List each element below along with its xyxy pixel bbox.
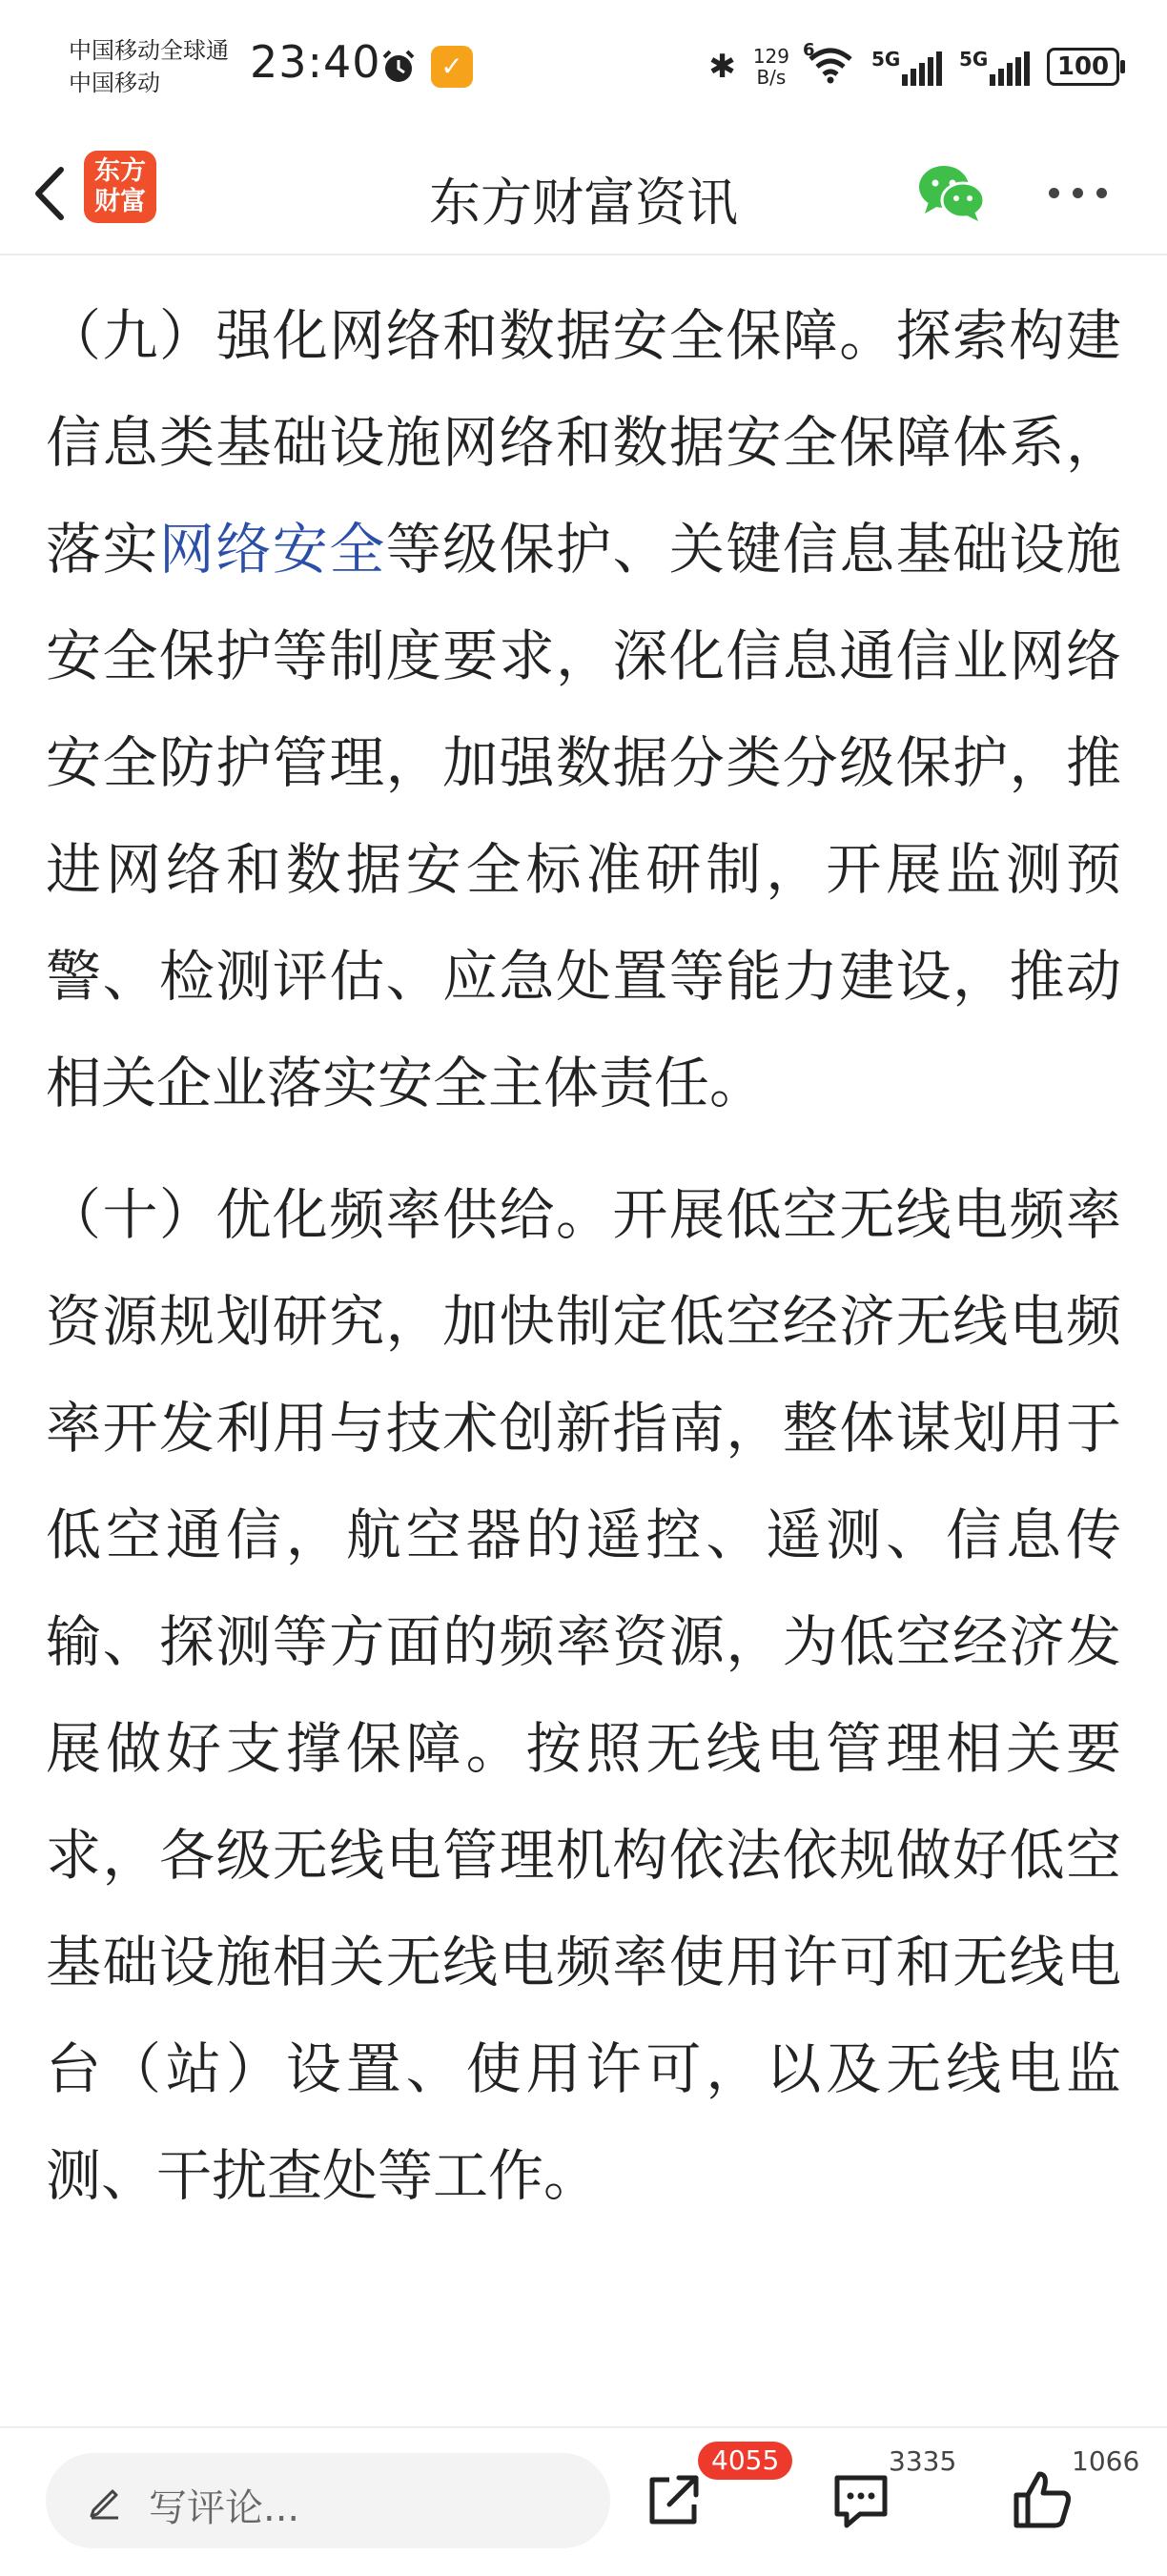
back-arrow-icon[interactable] bbox=[27, 160, 74, 227]
article-body bbox=[46, 257, 1121, 2426]
bottom-action-bar bbox=[0, 2426, 1167, 2576]
carrier-primary: 中国移动全球通 bbox=[69, 37, 229, 64]
top-nav-bar bbox=[0, 133, 1167, 256]
bluetooth-icon: ✱ bbox=[708, 48, 736, 86]
pencil-icon bbox=[86, 2482, 124, 2520]
paragraph-9-text-start: （九）强化网络和数据安全保障。探索构建信息类基础设施网络和数据安全保障体系，落实 bbox=[46, 303, 1121, 582]
logo-text-line2: 财富 bbox=[94, 187, 146, 216]
comment-input[interactable] bbox=[46, 2453, 610, 2548]
app-notification-icon: ✓ bbox=[431, 46, 473, 88]
signal-2-label: 5G bbox=[959, 48, 989, 71]
signal-strength-2 bbox=[959, 48, 1030, 86]
net-speed-unit: B/s bbox=[756, 66, 787, 89]
thumbs-up-icon[interactable] bbox=[1009, 2466, 1075, 2533]
share-icon[interactable] bbox=[641, 2466, 707, 2533]
paragraph-9-text-end: 等级保护、关键信息基础设施安全保护等制度要求，深化信息通信业网络安全防护管理，加强数据分类分级保护，推进网络和数据安全标准研制，开展监测预警、检测评估、应急处置等能力建设，推动相关企业落实安全主体责任。 bbox=[46, 517, 1121, 1115]
article-paragraph-9 bbox=[46, 282, 1121, 1136]
page-title: 东方财富资讯 bbox=[429, 173, 738, 233]
article-paragraph-10: （十）优化频率供给。开展低空无线电频率资源规划研究，加快制定低空经济无线电频率开发利用与技术创新指南，整体谋划用于低空通信，航空器的遥控、遥测、信息传输、探测等方面的频率资源，为低空经济发展做好支撑保障。按照无线电管理相关要求，各级无线电管理机构依法依规做好低空基础设施相关无线电频率使用许可和无线电台（站）设置、使用许可，以及无线电监测、干扰查处等工作。 bbox=[46, 1182, 1121, 2208]
carrier-secondary: 中国移动 bbox=[69, 70, 160, 96]
app-logo[interactable] bbox=[84, 151, 156, 223]
status-bar bbox=[0, 0, 1167, 133]
alarm-icon bbox=[379, 48, 418, 86]
like-count: 1066 bbox=[1072, 2445, 1140, 2477]
wifi-generation: 6 bbox=[803, 40, 815, 60]
signal-strength-1 bbox=[871, 48, 942, 86]
comment-icon[interactable] bbox=[828, 2466, 894, 2533]
network-security-link[interactable]: 网络安全 bbox=[158, 517, 386, 582]
share-count-badge: 4055 bbox=[698, 2442, 792, 2480]
signal-1-label: 5G bbox=[871, 48, 901, 71]
battery-indicator: 100 bbox=[1047, 48, 1119, 86]
net-speed bbox=[753, 46, 789, 88]
comment-placeholder: 写评论... bbox=[149, 2486, 300, 2530]
logo-text-line1: 东方 bbox=[94, 156, 146, 186]
comment-count: 3335 bbox=[889, 2445, 957, 2477]
wechat-share-icon[interactable] bbox=[917, 162, 986, 225]
clock: 23:40 bbox=[250, 36, 381, 88]
status-icons bbox=[708, 38, 1119, 95]
net-speed-value: 129 bbox=[752, 45, 789, 68]
carrier-info bbox=[69, 34, 229, 99]
wifi-indicator bbox=[803, 40, 854, 88]
more-options-icon[interactable] bbox=[1049, 181, 1121, 204]
